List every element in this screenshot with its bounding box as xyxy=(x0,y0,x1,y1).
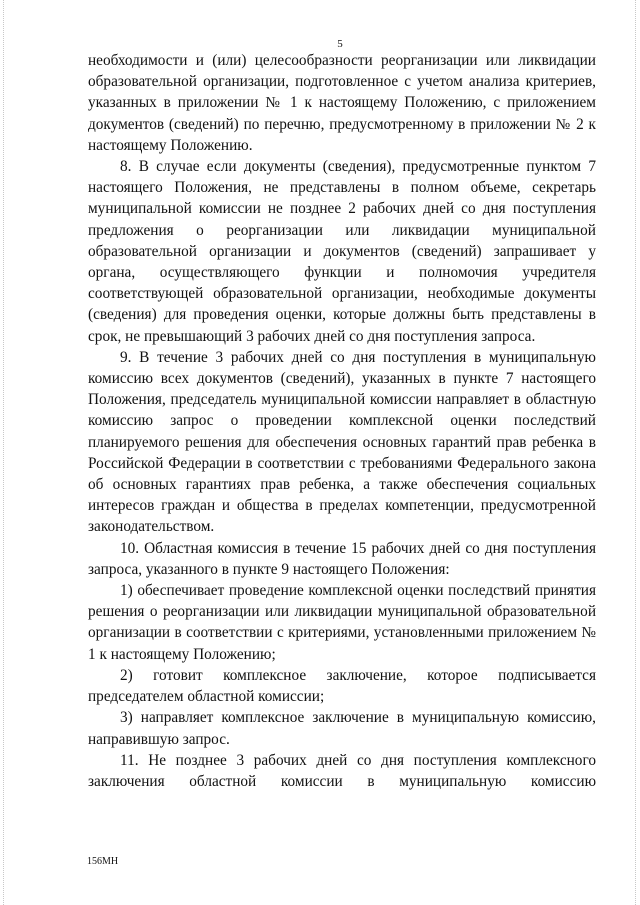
footer-document-code: 156МН xyxy=(87,856,119,867)
paragraph-continued: необходимости и (или) целесообразности реорганизации или ликвидации образовательной организации, подготовленное с учетом анализа критериев, указанных в приложении № 1 к настоящему Положению, с приложением документов (сведений) по перечню, предусмотренному в приложении № 2 к настоящему Положению. xyxy=(88,52,596,154)
paragraph-9: 9. В течение 3 рабочих дней со дня поступления в муниципальную комиссию всех документов (сведений), указанных в пункте 7 настоящего Положения, председатель муниципальной комиссии направляет в областную комиссию запрос о проведении комплексной оценки последствий планируемого решения для обеспечения основных гарантий прав ребенка в Российской Федерации в соответствии с требованиями Федерального закона об основных гарантиях прав ребенка, а также обеспечения социальных интересов граждан и общества в пределах компетенции, предусмотренной законодательством. xyxy=(88,348,596,536)
paragraph-10-item-2: 2) готовит комплексное заключение, которое подписывается председателем областной комиссии; xyxy=(88,666,596,706)
page-number: 5 xyxy=(337,38,343,50)
scan-edge-left xyxy=(3,0,5,905)
paragraph-10-item-3: 3) направляет комплексное заключение в муниципальную комиссию, направившую запрос. xyxy=(88,709,596,748)
paragraph-10: 10. Областная комиссия в течение 15 рабочих дней со дня поступления запроса, указанного в пункте 9 настоящего Положения: xyxy=(88,539,596,578)
paragraph-8: 8. В случае если документы (сведения), предусмотренные пунктом 7 настоящего Положения, не представлены в полном объеме, секретарь муниципальной комиссии не позднее 2 рабочих дней со дня поступления предложения о реорганизации или ликвидации муниципальной образовательной организации и документов (сведений) запрашивает у органа, осуществляющего функции и полномочия учредителя соответствующей образовательной организации, необходимые документы (сведения) для проведения оценки, которые должны быть представлены в срок, не превышающий 3 рабочих дней со дня поступления запроса. xyxy=(88,158,596,345)
paragraph-11: 11. Не позднее 3 рабочих дней со дня поступления комплексного заключения областной комиссии в муниципальную комиссию xyxy=(88,751,596,790)
document-body xyxy=(88,50,596,792)
scan-edge-right xyxy=(635,0,637,905)
paragraph-10-item-1: 1) обеспечивает проведение комплексной оценки последствий принятия решения о реорганизации или ликвидации муниципальной образовательной организации в соответствии с критериями, установленными приложением № 1 к настоящему Положению; xyxy=(88,582,596,663)
